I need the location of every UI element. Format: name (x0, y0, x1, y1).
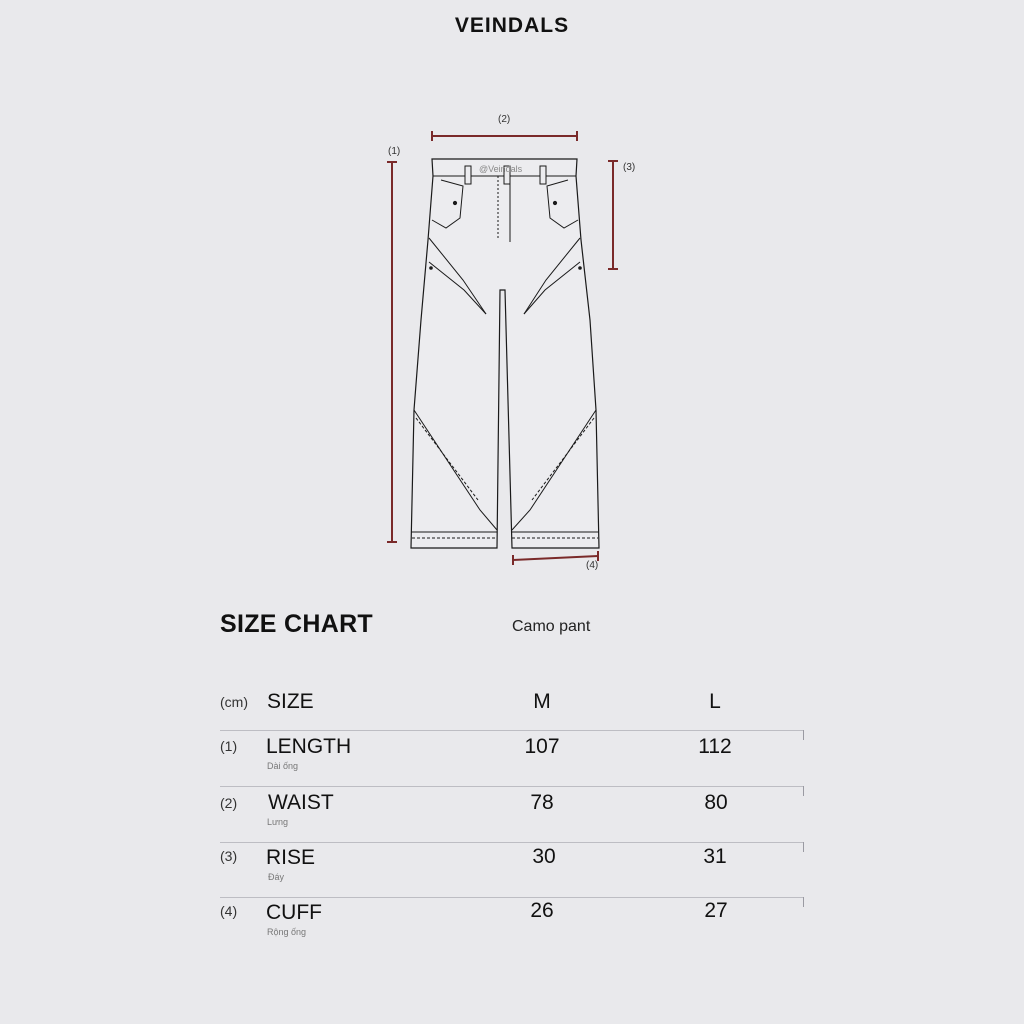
row-divider (220, 730, 804, 731)
row-divider (220, 897, 804, 898)
label-4: (4) (586, 560, 599, 571)
product-name: Camo pant (512, 618, 591, 635)
value-length-m: 107 (524, 735, 560, 758)
watermark-text: @Veindals (479, 164, 523, 174)
row-divider-tick (803, 897, 804, 907)
row-index: (2) (220, 795, 238, 811)
size-header: SIZE (267, 690, 314, 713)
row-index: (4) (220, 903, 238, 919)
row-index: (3) (220, 848, 238, 864)
size-l-header: L (709, 690, 721, 713)
unit-label: (cm) (220, 694, 248, 710)
row-label-length: LENGTH (266, 735, 352, 758)
row-divider-tick (803, 842, 804, 852)
brand-logo: VEINDALS (454, 14, 570, 37)
value-waist-l: 80 (704, 791, 728, 814)
row-index: (1) (220, 738, 238, 754)
row-sublabel: Rộng ống (267, 927, 307, 937)
row-sublabel: Lưng (267, 817, 289, 827)
size-m-header: M (533, 690, 551, 713)
row-label-waist: WAIST (268, 791, 334, 814)
pant-outline (411, 159, 599, 548)
value-rise-m: 30 (532, 845, 556, 868)
value-length-l: 112 (698, 735, 732, 758)
row-sublabel: Dài ống (267, 761, 299, 771)
value-cuff-l: 27 (704, 899, 728, 922)
row-divider-tick (803, 730, 804, 740)
value-rise-l: 31 (703, 845, 727, 868)
size-chart-title: SIZE CHART (220, 610, 373, 638)
label-1: (1) (388, 146, 401, 157)
row-label-rise: RISE (266, 846, 316, 869)
label-2: (2) (498, 114, 511, 125)
row-sublabel: Đáy (268, 872, 285, 882)
row-label-cuff: CUFF (266, 901, 322, 924)
label-3: (3) (623, 162, 636, 173)
value-cuff-m: 26 (530, 899, 554, 922)
row-divider (220, 842, 804, 843)
row-divider-tick (803, 786, 804, 796)
value-waist-m: 78 (530, 791, 554, 814)
row-divider (220, 786, 804, 787)
